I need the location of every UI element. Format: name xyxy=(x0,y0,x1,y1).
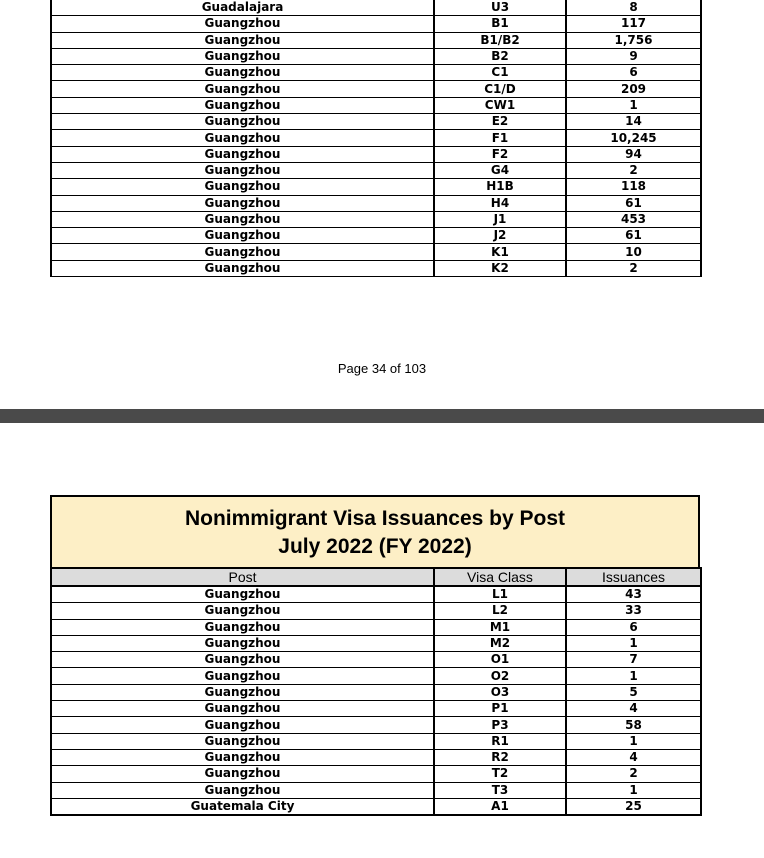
report-title: Nonimmigrant Visa Issuances by Post xyxy=(184,507,566,530)
cell-issuances: 8 xyxy=(566,0,701,16)
cell-issuances: 10,245 xyxy=(566,130,701,146)
table-row xyxy=(51,81,701,97)
page-34 xyxy=(0,0,764,409)
table-row xyxy=(51,766,701,782)
cell-post: Guangzhou xyxy=(51,586,434,603)
cell-issuances: 1,756 xyxy=(566,32,701,48)
cell-issuances: 4 xyxy=(566,701,701,717)
table-row xyxy=(51,684,701,700)
cell-visa-class: J1 xyxy=(434,211,566,227)
column-header-issuances: Issuances xyxy=(566,568,701,586)
cell-issuances: 6 xyxy=(566,619,701,635)
column-header-post: Post xyxy=(51,568,434,586)
cell-visa-class: M2 xyxy=(434,635,566,651)
cell-post: Guangzhou xyxy=(51,619,434,635)
cell-post: Guangzhou xyxy=(51,652,434,668)
cell-post: Guangzhou xyxy=(51,782,434,798)
table-row xyxy=(51,603,701,619)
cell-visa-class: O1 xyxy=(434,652,566,668)
cell-post: Guangzhou xyxy=(51,162,434,178)
cell-post: Guadalajara xyxy=(51,0,434,16)
cell-issuances: 453 xyxy=(566,211,701,227)
cell-visa-class: P3 xyxy=(434,717,566,733)
cell-post: Guangzhou xyxy=(51,684,434,700)
cell-post: Guangzhou xyxy=(51,81,434,97)
cell-visa-class: B1 xyxy=(434,16,566,32)
cell-issuances: 25 xyxy=(566,798,701,815)
cell-issuances: 5 xyxy=(566,684,701,700)
cell-post: Guangzhou xyxy=(51,603,434,619)
cell-visa-class: E2 xyxy=(434,114,566,130)
cell-post: Guangzhou xyxy=(51,701,434,717)
table-row xyxy=(51,668,701,684)
table-row xyxy=(51,635,701,651)
cell-visa-class: C1/D xyxy=(434,81,566,97)
table-row xyxy=(51,701,701,717)
cell-post: Guangzhou xyxy=(51,114,434,130)
table-row xyxy=(51,749,701,765)
table-row xyxy=(51,228,701,244)
cell-post: Guangzhou xyxy=(51,48,434,64)
cell-post: Guangzhou xyxy=(51,635,434,651)
table-row xyxy=(51,717,701,733)
cell-visa-class: L1 xyxy=(434,586,566,603)
cell-visa-class: O2 xyxy=(434,668,566,684)
cell-visa-class: CW1 xyxy=(434,97,566,113)
cell-issuances: 58 xyxy=(566,717,701,733)
page-35 xyxy=(0,423,764,858)
cell-issuances: 94 xyxy=(566,146,701,162)
cell-visa-class: K1 xyxy=(434,244,566,260)
cell-post: Guangzhou xyxy=(51,766,434,782)
cell-visa-class: C1 xyxy=(434,65,566,81)
cell-issuances: 14 xyxy=(566,114,701,130)
cell-issuances: 1 xyxy=(566,733,701,749)
issuances-table-continued xyxy=(50,0,702,277)
cell-post: Guangzhou xyxy=(51,717,434,733)
table-row xyxy=(51,652,701,668)
cell-visa-class: P1 xyxy=(434,701,566,717)
page-number-footer: Page 34 of 103 xyxy=(337,361,427,376)
table-row xyxy=(51,619,701,635)
cell-issuances: 61 xyxy=(566,195,701,211)
header-row xyxy=(51,568,701,586)
table-row xyxy=(51,0,701,16)
cell-issuances: 2 xyxy=(566,766,701,782)
table-row xyxy=(51,146,701,162)
cell-visa-class: M1 xyxy=(434,619,566,635)
cell-visa-class: B1/B2 xyxy=(434,32,566,48)
table-row xyxy=(51,48,701,64)
table-row xyxy=(51,733,701,749)
report-title-box xyxy=(50,495,700,567)
cell-post: Guangzhou xyxy=(51,244,434,260)
cell-visa-class: J2 xyxy=(434,228,566,244)
cell-issuances: 1 xyxy=(566,782,701,798)
cell-issuances: 1 xyxy=(566,635,701,651)
table-row xyxy=(51,260,701,276)
table-row xyxy=(51,97,701,113)
table-row xyxy=(51,586,701,603)
table-row xyxy=(51,65,701,81)
cell-visa-class: H1B xyxy=(434,179,566,195)
page-separator xyxy=(0,409,764,423)
cell-visa-class: K2 xyxy=(434,260,566,276)
cell-visa-class: B2 xyxy=(434,48,566,64)
cell-issuances: 43 xyxy=(566,586,701,603)
cell-issuances: 33 xyxy=(566,603,701,619)
table-row xyxy=(51,32,701,48)
cell-post: Guatemala City xyxy=(51,798,434,815)
cell-post: Guangzhou xyxy=(51,749,434,765)
table-row xyxy=(51,16,701,32)
issuances-table xyxy=(50,567,702,816)
table-row xyxy=(51,782,701,798)
cell-visa-class: L2 xyxy=(434,603,566,619)
cell-post: Guangzhou xyxy=(51,130,434,146)
cell-post: Guangzhou xyxy=(51,97,434,113)
cell-visa-class: F1 xyxy=(434,130,566,146)
cell-post: Guangzhou xyxy=(51,16,434,32)
cell-post: Guangzhou xyxy=(51,260,434,276)
cell-issuances: 7 xyxy=(566,652,701,668)
table-row xyxy=(51,130,701,146)
cell-issuances: 10 xyxy=(566,244,701,260)
table-body xyxy=(51,586,701,815)
cell-post: Guangzhou xyxy=(51,65,434,81)
cell-issuances: 6 xyxy=(566,65,701,81)
cell-visa-class: F2 xyxy=(434,146,566,162)
cell-visa-class: O3 xyxy=(434,684,566,700)
table-row xyxy=(51,211,701,227)
cell-visa-class: A1 xyxy=(434,798,566,815)
cell-post: Guangzhou xyxy=(51,211,434,227)
cell-issuances: 2 xyxy=(566,162,701,178)
cell-visa-class: G4 xyxy=(434,162,566,178)
cell-visa-class: R2 xyxy=(434,749,566,765)
cell-issuances: 1 xyxy=(566,668,701,684)
cell-visa-class: H4 xyxy=(434,195,566,211)
table-row xyxy=(51,179,701,195)
column-header-visa-class: Visa Class xyxy=(434,568,566,586)
cell-post: Guangzhou xyxy=(51,668,434,684)
table-row xyxy=(51,244,701,260)
cell-visa-class: T2 xyxy=(434,766,566,782)
cell-post: Guangzhou xyxy=(51,179,434,195)
report-subtitle: July 2022 (FY 2022) xyxy=(278,535,472,558)
cell-visa-class: T3 xyxy=(434,782,566,798)
cell-visa-class: U3 xyxy=(434,0,566,16)
cell-issuances: 1 xyxy=(566,97,701,113)
table-row xyxy=(51,114,701,130)
table-row xyxy=(51,195,701,211)
cell-issuances: 2 xyxy=(566,260,701,276)
cell-issuances: 118 xyxy=(566,179,701,195)
cell-post: Guangzhou xyxy=(51,146,434,162)
cell-issuances: 61 xyxy=(566,228,701,244)
cell-issuances: 9 xyxy=(566,48,701,64)
table-body xyxy=(51,0,701,277)
table-row xyxy=(51,798,701,815)
cell-post: Guangzhou xyxy=(51,733,434,749)
cell-post: Guangzhou xyxy=(51,228,434,244)
cell-issuances: 209 xyxy=(566,81,701,97)
table-row xyxy=(51,162,701,178)
cell-post: Guangzhou xyxy=(51,195,434,211)
cell-issuances: 4 xyxy=(566,749,701,765)
cell-issuances: 117 xyxy=(566,16,701,32)
cell-post: Guangzhou xyxy=(51,32,434,48)
cell-visa-class: R1 xyxy=(434,733,566,749)
